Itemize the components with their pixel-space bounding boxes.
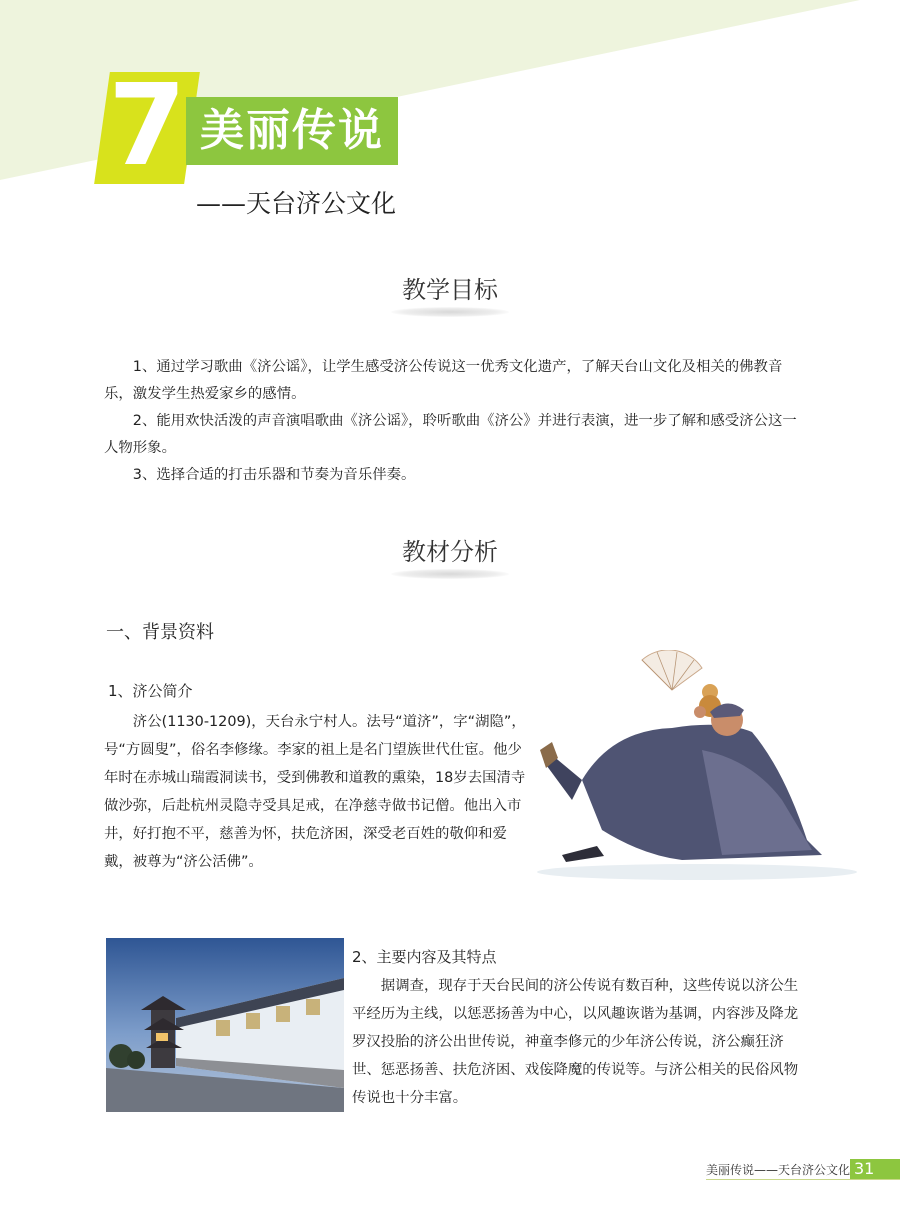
main-content-text: 据调查，现存于天台民间的济公传说有数百种，这些传说以济公生平经历为主线，以惩恶扬善为中心，以风趣诙谐为基调，内容涉及降龙罗汉投胎的济公出世传说，神童李修元的少年济公传说，济公癫狂济世、惩恶扬善、扶危济困、戏侫降魔的传说等。与济公相关的民俗风物传说也十分丰富。 bbox=[352, 978, 799, 1106]
heading-underline bbox=[391, 569, 509, 579]
objectives-heading-text: 教学目标 bbox=[402, 276, 498, 304]
page-footer bbox=[706, 1159, 900, 1180]
objectives-heading bbox=[0, 270, 900, 317]
chapter-subtitle: ——天台济公文化 bbox=[196, 189, 397, 218]
objective-item-1: 1、通过学习歌曲《济公谣》，让学生感受济公传说这一优秀文化遗产，了解天台山文化及相关的佛教音乐，激发学生热爱家乡的感情。 bbox=[104, 359, 783, 402]
objective-item-2: 2、能用欢快活泼的声音演唱歌曲《济公谣》，聆听歌曲《济公》并进行表演，进一步了解和感受济公这一人物形象。 bbox=[104, 413, 797, 456]
objective-item-3: 3、选择合适的打击乐器和节奏为音乐伴奏。 bbox=[132, 467, 416, 483]
chapter-title: 美丽传说 bbox=[200, 105, 384, 156]
analysis-heading-text: 教材分析 bbox=[402, 538, 498, 566]
background-section-heading: 一、背景资料 bbox=[106, 622, 214, 643]
main-content-heading: 2、主要内容及其特点 bbox=[352, 948, 497, 966]
jigong-figure-photo bbox=[522, 650, 872, 885]
temple-photo bbox=[106, 938, 344, 1112]
heading-underline bbox=[391, 307, 509, 317]
footer-running-title: 美丽传说——天台济公文化 bbox=[706, 1163, 851, 1177]
chapter-title-band bbox=[186, 97, 398, 165]
jigong-intro-heading: 1、济公简介 bbox=[108, 682, 193, 700]
page-number: 31 bbox=[850, 1159, 900, 1179]
jigong-intro-text: 济公(1130-1209)，天台永宁村人。法号“道济”，字“湖隐”，号“方圆叟”，俗名李修缘。李家的祖上是名门望族世代仕宦。他少年时在赤城山瑞霞洞读书，受到佛教和道教的熏染，18岁去国清寺做沙弥，后赴杭州灵隐寺受具足戒，在净慈寺做书记僧。他出入市井，好打抱不平，慈善为怀，扶危济困，深受老百姓的敬仰和爱戴，被尊为“济公活佛”。 bbox=[104, 714, 526, 870]
chapter-number: 7 bbox=[108, 61, 187, 191]
analysis-heading bbox=[0, 532, 900, 579]
chapter-number-block bbox=[94, 61, 200, 191]
